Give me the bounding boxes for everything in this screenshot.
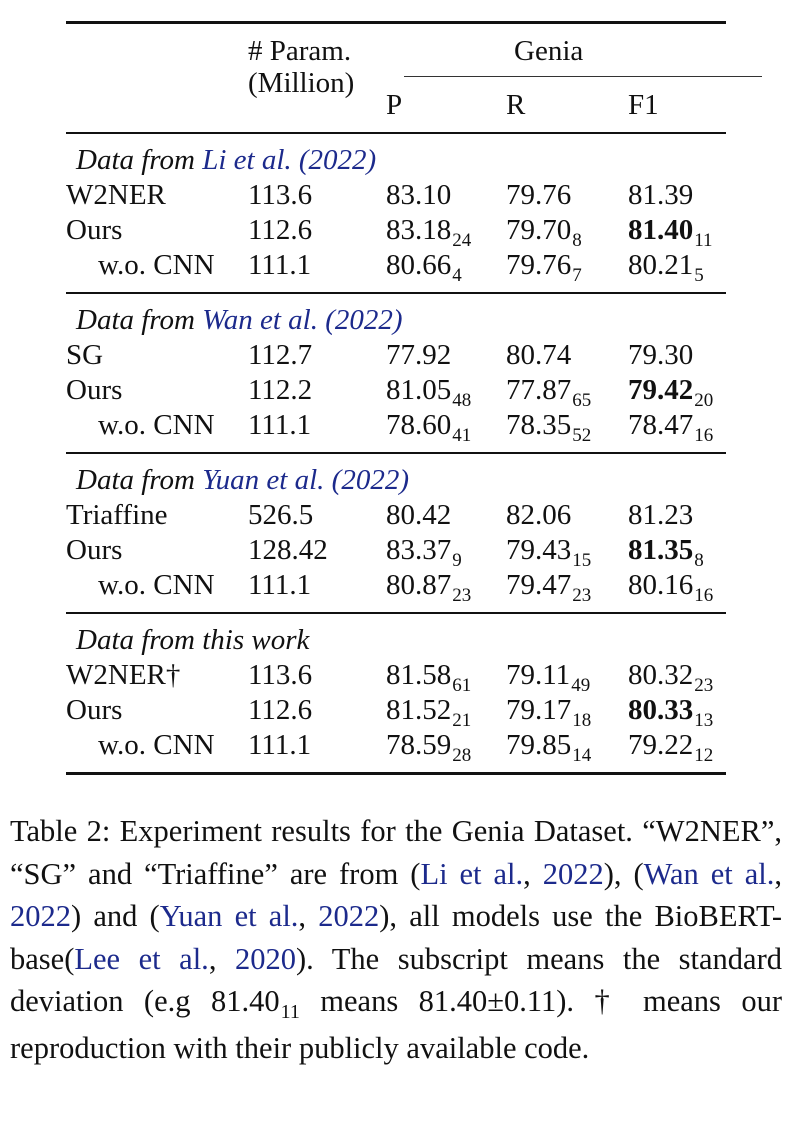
model-name: Ours [66,374,123,406]
p-value-cell [386,498,451,532]
r-value-cell [506,728,591,766]
p-value-cell [386,728,471,766]
param-count: 526.5 [248,499,314,531]
param-count: 111.1 [248,729,312,761]
param-count: 112.6 [248,694,313,726]
f1-std-dev: 20 [694,390,714,411]
param-count: 111.1 [248,249,312,281]
f1-header: F1 [628,89,659,121]
r-value-cell [506,178,571,212]
f1-value: 80.16 [628,569,694,601]
f1-std-dev: 5 [694,265,704,286]
p-std-dev: 48 [452,390,472,411]
p-std-dev: 24 [452,230,472,251]
top-rule [66,21,726,24]
caption-text: ). The subscript means the standard deviation (e.g 81.40 [10,941,782,1018]
f1-value-cell [628,728,713,766]
p-std-dev: 61 [452,675,472,696]
r-std-dev: 15 [572,550,592,571]
caption-text: , [208,941,235,976]
param-count: 112.2 [248,374,313,406]
f1-value: 79.22 [628,729,694,761]
r-value: 79.43 [506,534,572,566]
p-value-cell [386,693,471,731]
p-std-dev: 9 [452,550,462,571]
f1-value: 79.30 [628,339,694,371]
f1-std-dev: 16 [694,585,714,606]
p-value: 81.58 [386,659,452,691]
r-value: 78.35 [506,409,572,441]
genia-header: Genia [514,35,584,67]
caption-link-yuan[interactable]: Yuan et al. [159,899,299,933]
r-value: 79.76 [506,249,572,281]
caption-link-lee[interactable]: Lee et al. [74,941,209,976]
genia-cmidrule [404,76,762,77]
p-std-dev: 21 [452,710,472,731]
f1-std-dev: 8 [694,550,704,571]
p-value: 83.10 [386,179,452,211]
r-value: 79.85 [506,729,572,761]
param-count: 111.1 [248,409,312,441]
f1-value-cell [628,373,713,411]
f1-std-dev: 11 [694,230,713,251]
f1-value: 80.33 [628,694,694,726]
caption-link-li[interactable]: Li et al. [420,856,524,891]
section-citation-link[interactable]: Li et al. (2022) [202,144,377,176]
table-caption [10,810,782,1069]
f1-value: 81.39 [628,179,694,211]
r-value-cell [506,213,582,251]
caption-text: ), ( [603,856,644,891]
p-value-cell [386,248,462,286]
p-value-cell [386,568,471,606]
r-value: 79.70 [506,214,572,246]
section-title [76,463,409,497]
p-std-dev: 23 [452,585,472,606]
r-value: 80.74 [506,339,572,371]
caption-text: ), all models use the BioBERT-base( [10,899,782,976]
p-value-cell [386,338,451,372]
r-value-cell [506,408,591,446]
caption-text: Table 2: Experiment results for the Genia Dataset. “W2NER”, “SG” and “Triaffine” are from ( [10,814,782,891]
r-value-cell [506,693,591,731]
r-header: R [506,89,526,121]
f1-std-dev: 23 [694,675,714,696]
model-name: w.o. CNN [98,729,215,761]
p-value-cell [386,408,471,446]
section-title [76,143,376,177]
model-name: W2NER† [66,659,181,691]
f1-value: 81.35 [628,534,694,566]
section-rule [66,132,726,134]
f1-value-cell [628,338,693,372]
bottom-rule [66,772,726,775]
f1-value: 81.23 [628,499,694,531]
caption-text: , [774,856,782,891]
caption-link-wan[interactable]: Wan et al. [643,856,775,891]
f1-value-cell [628,408,713,446]
f1-value: 79.42 [628,374,694,406]
param-count: 111.1 [248,569,312,601]
f1-value: 80.21 [628,249,694,281]
r-value: 79.76 [506,179,572,211]
p-value: 77.92 [386,339,452,371]
r-std-dev: 14 [572,745,592,766]
model-name: Triaffine [66,499,168,531]
r-value: 79.47 [506,569,572,601]
model-name: W2NER [66,179,166,211]
r-value-cell [506,248,582,286]
f1-value-cell [628,498,693,532]
p-value: 78.59 [386,729,452,761]
r-value: 82.06 [506,499,572,531]
section-rule [66,452,726,454]
caption-text: means 81.40±0.11). † means our reproduction with their publicly available code. [10,984,782,1065]
caption-subscript: 11 [280,1001,300,1023]
f1-value-cell [628,533,704,571]
section-title-text: Data from this work [76,624,310,656]
section-rule [66,292,726,294]
p-std-dev: 28 [452,745,472,766]
f1-std-dev: 12 [694,745,714,766]
caption-text: , [523,856,543,891]
section-citation-link[interactable]: Yuan et al. (2022) [202,464,409,496]
p-value: 83.18 [386,214,452,246]
model-name: SG [66,339,104,371]
caption-link-li-year[interactable]: 2022 [542,856,604,891]
section-title [76,303,403,337]
r-std-dev: 23 [572,585,592,606]
model-name: w.o. CNN [98,409,215,441]
r-std-dev: 52 [572,425,592,446]
caption-link-lee-year[interactable]: 2020 [234,941,296,976]
p-value-cell [386,373,471,411]
r-std-dev: 7 [572,265,582,286]
f1-value-cell [628,213,713,251]
p-value: 81.52 [386,694,452,726]
model-name: Ours [66,694,123,726]
r-value-cell [506,373,591,411]
param-header-line2: (Million) [248,67,355,99]
section-citation-link[interactable]: Wan et al. (2022) [202,304,403,336]
f1-value: 80.32 [628,659,694,691]
model-name: Ours [66,534,123,566]
r-value: 77.87 [506,374,572,406]
param-count: 113.6 [248,659,313,691]
f1-std-dev: 13 [694,710,714,731]
p-value: 80.66 [386,249,452,281]
p-std-dev: 41 [452,425,472,446]
section-title [76,623,309,657]
model-name: w.o. CNN [98,249,215,281]
f1-value-cell [628,248,704,286]
p-std-dev: 4 [452,265,462,286]
p-value-cell [386,658,471,696]
r-value: 79.11 [506,659,571,691]
f1-value-cell [628,178,693,212]
f1-value: 81.40 [628,214,694,246]
r-std-dev: 8 [572,230,582,251]
p-header: P [386,89,403,121]
param-count: 112.6 [248,214,313,246]
p-value: 83.37 [386,534,452,566]
model-name: w.o. CNN [98,569,215,601]
caption-link-wan-year[interactable]: 2022 [10,899,71,933]
p-value: 80.42 [386,499,452,531]
r-value-cell [506,533,591,571]
param-header-line1: # Param. [248,35,352,67]
f1-value: 78.47 [628,409,694,441]
p-value: 81.05 [386,374,452,406]
caption-link-yuan-year[interactable]: 2022 [318,899,380,933]
p-value-cell [386,533,462,571]
section-title-text: Data from [76,464,203,496]
r-std-dev: 49 [571,675,591,696]
results-table [66,0,726,790]
model-name: Ours [66,214,123,246]
p-value: 78.60 [386,409,452,441]
p-value-cell [386,178,451,212]
section-title-text: Data from [76,304,203,336]
caption-text: , [298,899,319,933]
f1-value-cell [628,568,713,606]
section-title-text: Data from [76,144,203,176]
f1-value-cell [628,693,713,731]
p-value-cell [386,213,471,251]
r-value-cell [506,658,590,696]
r-value-cell [506,498,571,532]
f1-std-dev: 16 [694,425,714,446]
caption-text: ) and ( [71,899,160,933]
r-value: 79.17 [506,694,572,726]
r-std-dev: 18 [572,710,592,731]
param-count: 128.42 [248,534,328,566]
p-value: 80.87 [386,569,452,601]
r-std-dev: 65 [572,390,592,411]
f1-value-cell [628,658,713,696]
param-count: 113.6 [248,179,313,211]
section-rule [66,612,726,614]
r-value-cell [506,338,571,372]
param-count: 112.7 [248,339,313,371]
r-value-cell [506,568,591,606]
